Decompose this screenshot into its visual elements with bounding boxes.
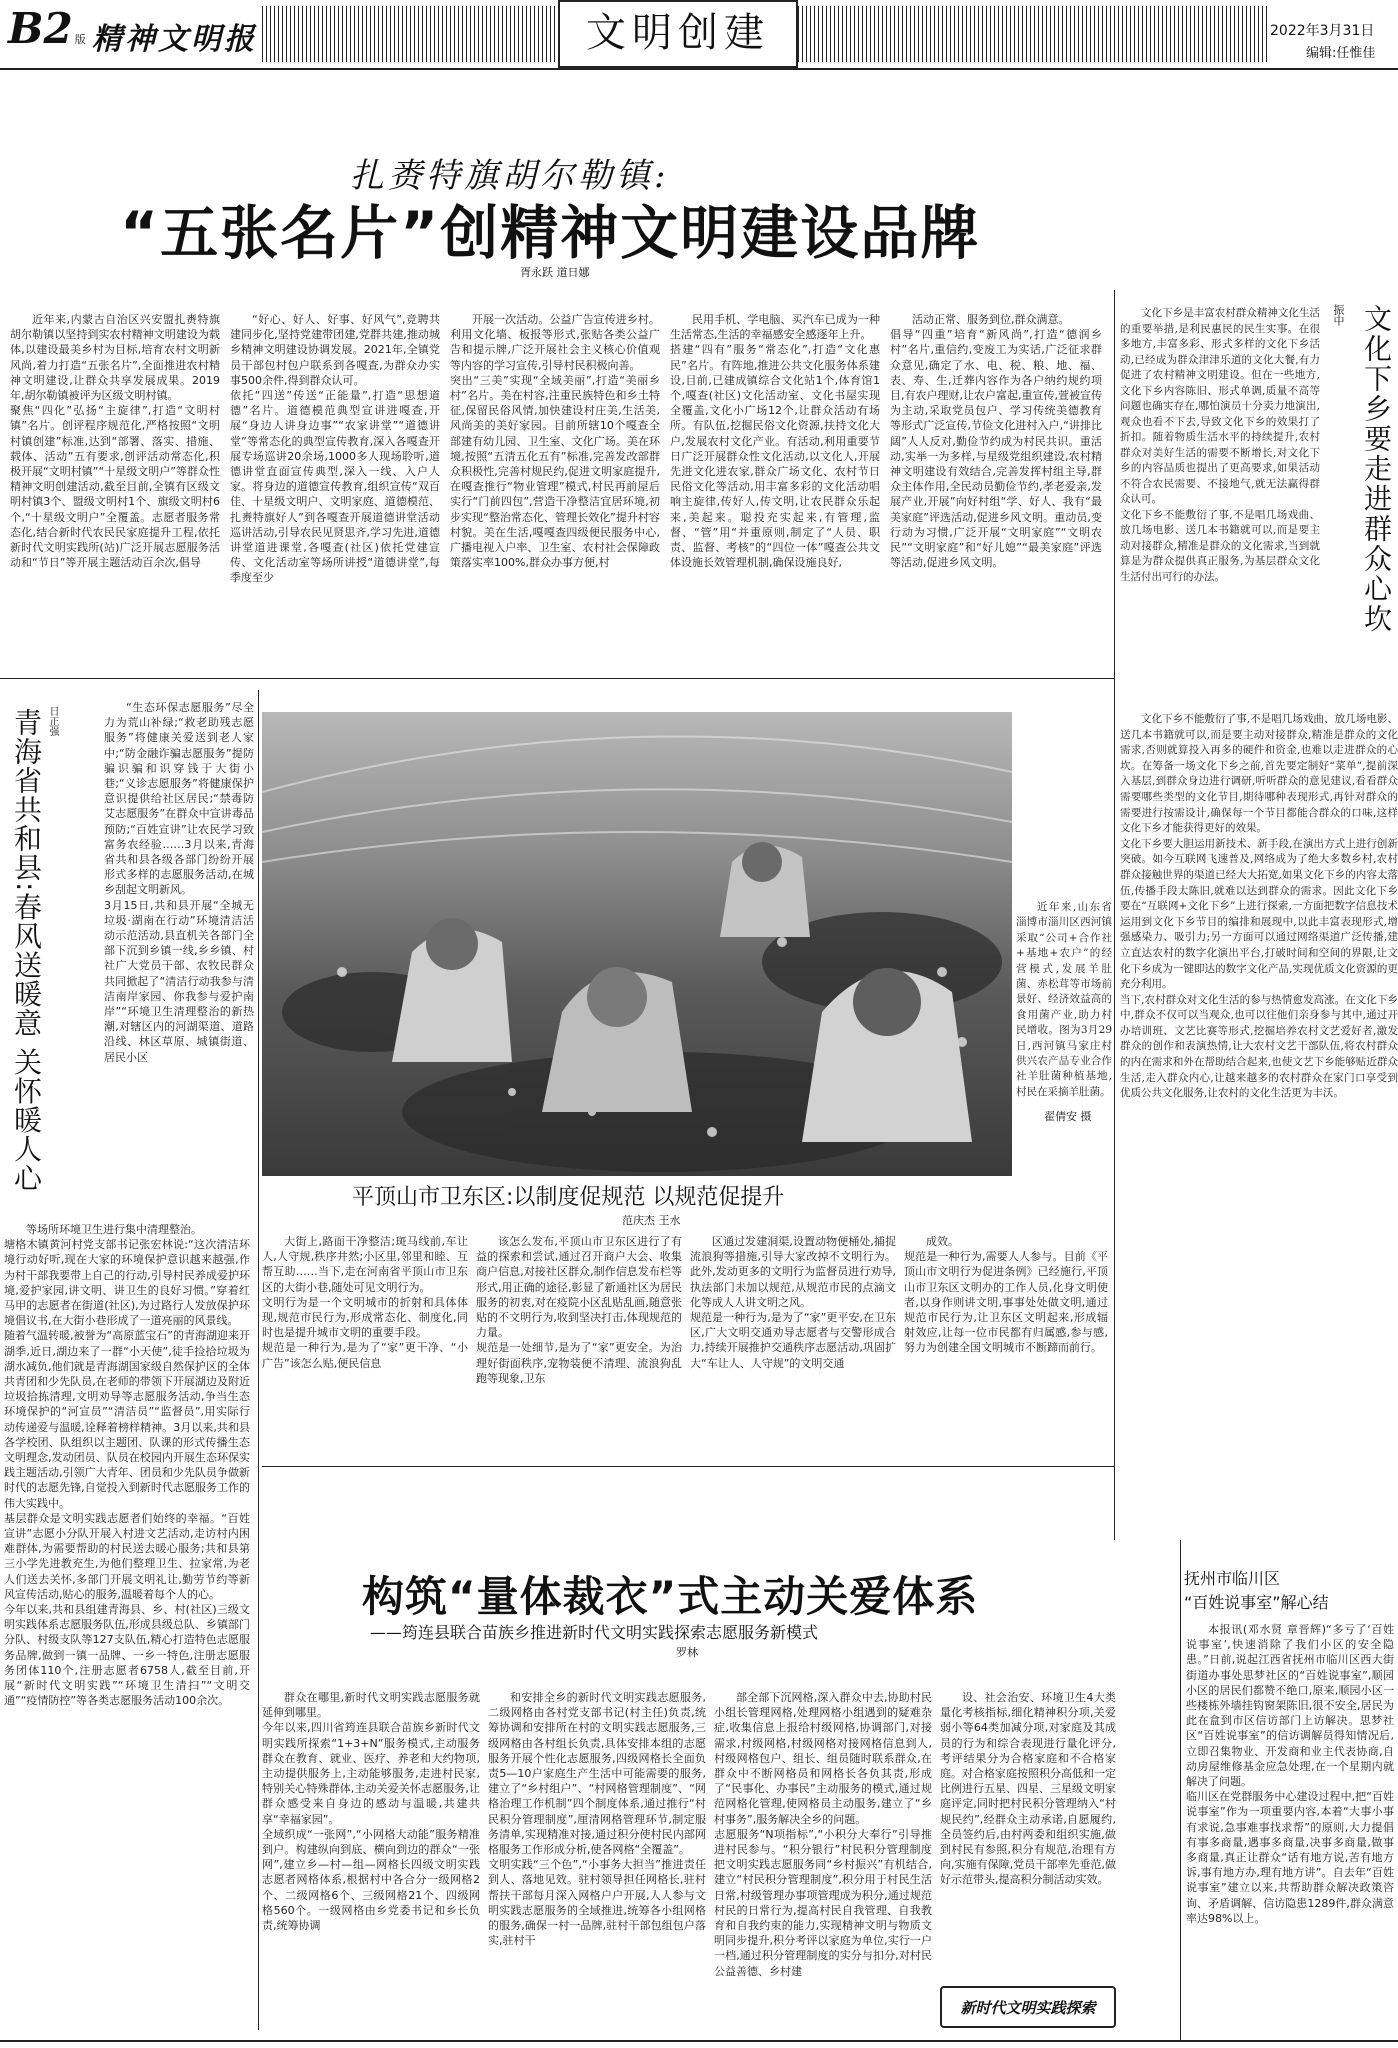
pds-col-4-text: 成效。 规范是一种行为,需要人人参与。目前《平顶山市文明行为促进条例》已经施行,平顶山市卫东区文明办的工作人员,化身文明使者,以身作则讲文明,事事处处做文明,通过规范市民行为,让卫东区文明起来,形成辐射效应,让每一位市民都有归属感,参与感,努力为创建全国文明城市不断蹄而前行。 bbox=[904, 1235, 1108, 1355]
qinghai-text-1: “生态环保志愿服务”尽全力为荒山补绿;“救老助残志愿服务”将健康关爱送到老人家中;“防金融诈骗志愿服务”提防骗识骗和识穿钱于大街小巷;“义诊志愿服务”将健康保护意识提供给社区居民;“禁毒防艾志愿服务”在群众中宣讲毒品预防;“百姓宣讲”让农民学习致富务农经验……3月以来,青海省共和县各级各部门纷纷开展形式多样的志愿服务活动,在城乡刮起文明新风。 3月15日,共和县开展“全城无垃圾·湖南在行动”环境清洁活动示范活动,县直机关各部门全部下沉到乡镇一线,乡乡镇、村社广大党员干部、农牧民群众共同掀起了“清洁行动我参与清洁南岸家园、你我参与爱护南岸”“环境卫生清理整治的新热潮,对辖区内的河湖渠道、道路沿线、林区草原、城镇街道、居民小区 bbox=[104, 701, 254, 1064]
pds-col-2-text: 该怎么发布,平顶山市卫东区进行了有益的探索和尝试,通过召开商户大会、收集商户信息,对接社区群众,制作信息发布栏等形式,用正确的途径,彰显了新通社区为居民服务的初衷,对在疫院小区乱贴乱画,随意张贴的不文明行为,收到坚决打击,体现规范的力量。 规范是一处细节,是为了“家”更安全。为治理好街面秩序,宠物装便不清理、流浪狗乱跑等现象,卫东 bbox=[476, 1235, 682, 1385]
lead-bottom-rule bbox=[0, 678, 1114, 679]
qinghai-text-2: 等场所环境卫生进行集中清理整治。 塘格木镇黄河村党支部书记张宏林说:“这次清洁环境行动好听,现在大家的环境保护意识越来越强,作为村干部我要带上自己的行动,引导村民养成爱护环境,爱护家园,讲文明、讲卫生的良好习惯。”穿着红马甲的志愿者在街道(社区),为过路行人发放保护环境倡议书,在大街小巷形成了一道亮丽的风景线。 随着气温转暖,被誉为“高原蓝宝石”的青海湖迎来开湖季,近日,湖边来了一群“小天使”,徒手捡拾垃圾为湖水减负,他们就是青海湖国家级自然保护区的全体共青团和少先队员,在老师的带领下开展湖边及附近垃圾拾拣清理,文明劝导等志愿服务活动,争当生态环境保护的“河宣员”“清洁员”“监督员”,用实际行动传递爱与温暖,诠释着榜样精神。3月以来,共和县各学校团、队组织以主题团、队课的形式传播生态文明理念,发动团员、队员在校园内开展生态环保实践主题活动,引领广大青年、团员和少先队员争做新时代的志愿先锋,自觉投入到新时代志愿服务工作的伟大实践中。 基层群众是文明实践志愿者们始终的幸福。“百姓宣讲”志愿小分队开展入村进文艺活动,走访村内困难群体,为需要帮助的村民送去暖心服务;共和县第三小学先进教充生,为他们整理卫生、拉家常,为老人们送去关怀,多部门开展文明礼让,勤劳节约等新风宣传活动,贴心的服务,温暖着每个人的心。 今年以来,共和县组建青海县、乡、村(社区)三级文明实践体系志愿服务队伍,形成县级总队、乡镇部门分队、村级支队等127支队伍,精心打造特色志愿服务品牌,做到一镇一品牌、一乡一特色,注册志愿服务团体110个,注册志愿者6758人,截至目前,开展“新时代文明实践”“环境卫生清扫”“文明交通”“疫情防控”等各类志愿服务活动100余次。 bbox=[4, 1223, 250, 1708]
linchuan-title-1: 抚州市临川区 bbox=[1184, 1569, 1281, 1588]
lead-byline: 胥永跃 道日娜 bbox=[520, 266, 590, 279]
photo-caption bbox=[1016, 900, 1112, 1100]
lead-col-1-text: 近年来,内蒙古自治区兴安盟扎赉特旗胡尔勒镇以坚持到实农村精神文明建设为载体,以建设最美乡村为目标,培育农村文明新风尚,着力打造“五张名片”,全面推进农村精神文明建设,让群众共享发展成果。2019年,胡尔勒镇被评为区级文明村镇。 聚焦“四化”弘扬“主旋律”,打造“文明村镇”名片。创评程序规范化,严格按照“文明村镇创建”标准,达到“部署、落实、措施、载体、活动”五有要求,创评活动常态化,积极开展“文明村镇”“十星级文明户”等群众性精神文明创建活动,截至目前,全镇有区级文明村镇3个、盟级文明村1个、旗级文明村6个,“十星级文明户”全覆盖。志愿者服务常态化,结合新时代农民民家庭提升工程,依托新时代文明实践所(站)广泛开展志愿服务活动和“节日”等开展主题活动百余次,倡导 bbox=[10, 313, 220, 570]
practice-stamp bbox=[940, 1986, 1116, 2028]
header-pattern bbox=[262, 6, 558, 62]
commentary-title: 文化下乡要走进群众心坎 bbox=[1360, 304, 1393, 634]
pds-title: 平顶山市卫东区:以制度促规范 以规范促提升 bbox=[352, 1185, 785, 1210]
photo-caption-text: 近年来,山东省淄博市淄川区西河镇采取“公司+合作社+基地+农户”的经营模式,发展羊肚菌、赤松茸等市场前景好、经济效益高的食用菌产业,助力村民增收。图为3月29日,西河镇马家庄村供兴农产品专业合作社羊肚菌种植基地,村民在采摘羊肚菌。 bbox=[1016, 901, 1112, 1098]
photo-illustration bbox=[262, 712, 1012, 1176]
page-number-text: B2 bbox=[8, 4, 73, 53]
commentary-kicker: 振中 bbox=[1332, 304, 1345, 326]
miao-col-2 bbox=[488, 1690, 706, 2036]
qinghai-byline: 日正强 bbox=[47, 706, 58, 736]
lead-col-3-text: 开展一次活动。公益广告宣传进乡村。利用文化墙、板报等形式,张贴各类公益广告和提示牌,广泛开展社会主义核心价值观等内容的学习宣传,引导村民积极向善。 突出“三美”实现“全域美丽”,打造“美丽乡村”名片。美在村容,注重民族特色和乡土特征,保留民俗风情,加快建设村庄美,生活美,风尚美的美好家园。目前所辖10个嘎查全部建有幼儿园、卫生室、文化广场。美在环境,按照“五清五化五有”标准,完善发改部群众积极性,完善村规民约,促进文明家庭提升,在嘎查推行“物业管理”模式,村民再前屋后实行“门前四包”,营造干净整洁宜居环境,初步实现“整治常态化、管理长效化”提升村容村貌。美在生活,嘎嘎查四级便民服务中心,广播电视入户率、卫生室、农村社会保障政策落实率100%,群众办事方便,村 bbox=[450, 313, 660, 570]
miao-col-1 bbox=[262, 1690, 480, 2036]
photo-credit: 翟倩安 摄 bbox=[1044, 1110, 1092, 1123]
issue-date: 2022年3月31日 bbox=[1270, 23, 1375, 39]
qinghai-body-2 bbox=[4, 1222, 250, 2022]
miao-col-1-text: 群众在哪里,新时代文明实践志愿服务就延伸到哪里。 今年以来,四川省筠连县联合苗族乡新时代文明实践所探索“1+3+N”服务模式,主动服务群众在教育、就业、医疗、养老和大约物项,主动提供服务上,主动能够服务,走进村民家,特别关心特殊群体,主动关爱关怀志愿服务,让群众感受来自身边的感动与温暖,共建共享“幸福家园”。 全域织成“一张网”,“小网格大动能”服务精准到户。构建纵向到底、横向到边的群众“一张网”,建立乡—村—组—网格长四级文明实践志愿者网格体系,根据村中各合分一级网格2个、二级网格6个、三级网格21个、四级网格560个。一级网格由乡党委书记和乡长负责,统筹协调 bbox=[262, 1691, 480, 1933]
pds-col-3-text: 区通过发建洞渠,设置动物便桶处,捕捉流浪狗等措施,引导大家改掉不文明行为。此外,发动更多的文明行为监督员进行劝导,执法部门未加以规范,从规范市民的点滴文化等成人人讲文明之风。 规范是一种行为,是为了“家”更平安,在卫东区,广大文明交通劝导志愿者与交警形成合力,持续开展推护交通秩序志愿活动,巩固扩大“车让人、人守规”的文明交通 bbox=[690, 1235, 896, 1370]
lead-col-3 bbox=[450, 312, 660, 662]
lead-col-5 bbox=[890, 312, 1102, 662]
linchuan-body bbox=[1186, 1622, 1394, 2042]
pds-col-4 bbox=[904, 1234, 1108, 1452]
lead-col-2-text: “好心、好人、好事、好风气”,竞聘共建同步化,坚持党建带团建,党群共建,推动城乡精神文明建设协调发展。2021年,全镇党员干部包村包户联系到各嘎查,为群众办实事500余件,得到群众认可。 依托“四送”传送“正能量”,打造“思想道德”名片。道德模范典型宣讲进嘎查,开展“身边人讲身边事”“农家讲堂”“道德讲堂”等常态化的典型宣传教育,深入各嘎查开展专场巡讲20余场,1000多人现场聆听,道德讲堂直面宣传典型,深入一线、入户人家。将身边的道德宣传教育,组织宣传“双百佳、十星级文明户、文明家庭、道德模范、扎赉特旗好人”到各嘎查开展道德讲堂活动巡讲活动,引导农民见贤思齐,学习先进,道德讲堂道进课堂,各嘎查(社区)依托党建宣传、文化活动室等场所讲授“道德讲堂”,每季度至少 bbox=[230, 313, 440, 585]
commentary-text-1: 文化下乡是丰富农村群众精神文化生活的重要举措,是利民惠民的民生实事。在很多地方,丰富多彩、形式多样的文化下乡活动,已经成为群众津津乐道的文化大餐,有力促进了农村精神文明建设。但在一些地方,文化下乡内容陈旧、形式单调,质量不高等问题也确实存在,哪怕演员十分卖力地演出,观众也看不下去,导致文化下乡的效果打了折扣。随着物质生活水平的持续提升,农村群众对美好生活的需要不断增长,对文化下乡的内容品质也提出了更高要求,如果活动不符合农民需要、不接地气,就无法赢得群众认可。 文化下乡不能敷衍了事,不是唱几场戏曲、放几场电影、送几本书籍就可以,而是要主动对接群众,精准是群众的文化需求,当到就算是为群众提供真正服务,为基层群众文化生活付出可行的办法。 bbox=[1120, 307, 1320, 583]
pds-col-2 bbox=[476, 1234, 682, 1452]
lead-kicker: 扎赉特旗胡尔勒镇: bbox=[350, 156, 670, 196]
lead-col-2 bbox=[230, 312, 440, 662]
commentary-body-2 bbox=[1120, 712, 1398, 1558]
section-box bbox=[558, 0, 798, 68]
linchuan-divider bbox=[1180, 1540, 1181, 2040]
miao-col-4 bbox=[940, 1690, 1116, 1970]
miao-title: 构筑“量体裁衣”式主动关爱体系 bbox=[362, 1572, 979, 1621]
pds-col-1 bbox=[262, 1234, 468, 1452]
lead-title: “五张名片”创精神文明建设品牌 bbox=[120, 199, 981, 267]
editor: 编辑:任惟佳 bbox=[1306, 46, 1376, 61]
lead-col-5-text: 活动正常、服务到位,群众满意。 倡导“四重”培育“新风尚”,打造“德润乡村”名片,重信约,变废工为实话,广泛征求群众意见,确定了水、电、税、粮、地、福、表、寿、生,迁葬内容作为各户纳约规约项目,有农户理财,让农户富起,重宣传,萱被宣传为主动,采取党员包户、学习传统美德教育等形式广泛宣传,节俭文化进村入户,“讲排比阔”人人反对,勤俭节约成为村民共识。重活动,实举一为多样,与星级党组织建设,农村精神文明建设有效结合,完善发挥村组主导,群众主体作用,全民动员勤俭节约,孝老爱亲,发展产业,开展”向好村组“学、好人、我有“最美家庭”评选活动,促进乡风文明。重动员,变行动为习惯,广泛开展“文明家庭”“文明农民”“文明家庭”和“好儿媳”“最美家庭”评选等活动,促进乡风文明。 bbox=[890, 313, 1102, 570]
section-title: 文明创建 bbox=[586, 10, 770, 56]
pds-byline: 范庆杰 王水 bbox=[622, 1214, 681, 1227]
linchuan-title-2: “百姓说事室”解心结 bbox=[1184, 1593, 1329, 1612]
miao-col-4-text: 设、社会治安、环境卫生4大类量化考核指标,细化精神积分项,关爱弱小等64类加减分项,对家庭及其成员的行为和综合表现进行量化评分,考评结果分为合格家庭和不合格家庭。对合格家庭按照积分高低和一定比例进行五星、四星、三星级文明家庭评定,同时把村民积分管理纳入“村规民约”,经群众主动承诺,自愿履约,全员签约后,由村两委和组织实施,做到村民有参照,积分有规范,治理有方向,实施有保障,党员干部率先垂范,做好示范带头,提高积分制活动实效。 bbox=[940, 1691, 1116, 1887]
qinghai-title: 青海省共和县:春风送暖意 关怀暖人心 bbox=[10, 708, 43, 1193]
pds-bottom-rule bbox=[262, 1466, 1114, 1467]
miao-subtitle: ——筠连县联合苗族乡推进新时代文明实践探索志愿服务新模式 bbox=[370, 1623, 819, 1642]
feature-photo bbox=[262, 712, 1012, 1176]
qinghai-body-1 bbox=[104, 700, 254, 1222]
lead-col-1 bbox=[10, 312, 220, 662]
pds-col-3 bbox=[690, 1234, 896, 1452]
miao-col-3 bbox=[714, 1690, 932, 2036]
miao-col-2-text: 和安排全乡的新时代文明实践志愿服务,二级网格由各村党支部书记(村主任)负责,统筹协调和安排所在村的文明实践志愿服务,三级网格由各村组长负责,具体安排本组的志愿服务开展个性化志愿服务,四级网格长全面负责5—10户家庭生产生活中可能需要的服务,建立了“乡村组户”、“村网格管理制度”、“网格治理工作机制”四个制度体系,通过推行“村民积分管理制度”,厘清网格管理环节,制定服务清单,实现精准对接,通过积分使村民内部网格服务工作形成分析,使各网格“全覆盖”。 文明实践“三个色”,“小事务大担当”推进责任到人、落地见效。驻村领导担任网格长,驻村帮扶干部每月深入网格户户开展,人人参与文明实践志愿服务的全域推进,统筹各小组网格的服务,确保一村一品牌,驻村干部包组包户落实,驻村干 bbox=[488, 1691, 706, 1948]
page-number-suffix: 版 bbox=[74, 33, 86, 46]
lead-col-4 bbox=[670, 312, 880, 662]
header-rule bbox=[0, 68, 1398, 70]
miao-byline: 罗林 bbox=[676, 1646, 698, 1659]
miao-col-3-text: 部全部下沉网格,深入群众中去,协助村民小组长管理网格,处理网格小组遇到的疑难杂症,收集信息上报给村级网格,协调部门,对接需求,村级网格,村级网格对接网格信息到人,村级网格包户、组长、组员随时联系群众,在群众中不断网格员和网格长各负其责,形成了“民事化、办事民”主动服务的模式,通过规范网格化管理,使网格员主动服务,建立了“乡村事务”,服务解决全乡的问题。 志愿服务“N项指标”,“小积分大奉行”引导推进村民参与。“积分银行”村民积分管理制度把文明实践志愿服务同“乡村振兴”有机结合,建立“村民积分管理制度”,积分用于村民生活日常,村级管理办事项管理成为积分,通过规范村民的日常行为,提高村民自我管理、自我教育和自我约束的能力,实现精神文明与物质文明同步提升,积分考评以家庭为单位,实行一户一档,通过积分管理制度的实分与扣分,对村民公益善德、乡村建 bbox=[714, 1691, 932, 1978]
right-column-divider bbox=[1114, 290, 1115, 1540]
qinghai-divider bbox=[258, 690, 259, 2030]
pds-col-1-text: 大街上,路面干净整洁;斑马线前,车让人,人守规,秩序井然;小区里,邻里和睦、互帮互助……当下,走在河南省平顶山市卫东区的大街小巷,随处可见文明行为。 文明行为是一个文明城市的折射和具体体现,规范市民行为,形成常态化、制度化,同时也是提升城市文明的重要手段。 规范是一种行为,是为了“家”更干净、“小广告”该怎么贴,便民信息 bbox=[262, 1235, 468, 1370]
header-pattern-right bbox=[798, 6, 1268, 62]
footer-rule bbox=[0, 2040, 1398, 2042]
commentary-text-2: 文化下乡不能敷衍了事,不是唱几场戏曲、放几场电影、送几本书籍就可以,而是要主动对接群众,精准是群众的文化需求,否则就算投入再多的硬件和资金,也难以走进群众的心坎。在筹备一场文化下乡之前,首先要定制好“菜单”,提前深入基层,到群众身边进行调研,听听群众的意见建议,看看群众需要哪些类型的文化节目,期待哪种表现形式,再针对群众的需要进行按需设计,确保每一个节目都能合群众的口味,这样文化下乡才能获得更好的效果。 文化下乡要大胆运用新技术、新手段,在演出方式上进行创新突破。如今互联网飞速普及,网络成为了绝大多数乡村,农村群众接触世界的渠道已经大大拓宽,如果文化下乡的内容太落伍,传播手段太陈旧,就难以达到群众的需求。因此文化下乡要在“互联网+文化下乡”上进行探索,一方面把数字信息技术运用到文化下乡节目的编排和展现中,以此丰富表现形式,增强感染力、吸引力;另一方面可以通过网络渠道广泛传播,建立直达农村的数字化演出平台,打破时间和空间的界限,让文化下乡成为一键即达的数字文化产品,实现优质文化资源的更充分利用。 当下,农村群众对文化生活的参与热情愈发高涨。在文化下乡中,群众不仅可以当观众,也可以往他们亲身参与其中,通过开办培训班、文艺比赛等形式,挖掘培养农村文艺爱好者,激发群众的创作和表演热情,让大农村文艺干部队伍,将农村群众的内在需求和外在帮助结合起来,也使文艺下乡能够贴近群众生活,走入群众内心,让越来越多的农村群众在家门口享受到优质公共文化服务,让农村的文化生活更为丰沃。 bbox=[1120, 713, 1398, 1100]
page-header bbox=[0, 0, 1398, 72]
lead-col-4-text: 民用手机、学电脑、买汽车已成为一种生活常态,生活的幸福感安全感逐年上升。 搭建“四有”服务“常态化”,打造“文化惠民”名片。有阵地,推进公共文化服务体系建设,目前,已建成镇综合文化站1个,体育馆1个,嘎查(社区)文化活动室、文化书屋实现全覆盖,文化小广场12个,让群众活动有场所。有队伍,挖掘民俗文化资源,扶持文化大户,发展农村文化产业。有活动,利用重要节日广泛开展群众性文化活动,以文化人,开展先进文化进农家,群众广场文化、农村节日民俗文化等活动,用丰富多彩的文化活动唱响主旋律,传好人,传文明,让农民群众乐起来,美起来。聪投充实起来,有管理,监督、“管”用“并重原则,制定了“人员、职责、监督、考核”的“四位一体”嘎查公共文体设施长效管理机制,确保设施良好, bbox=[670, 313, 880, 570]
page-number bbox=[8, 4, 86, 53]
masthead: 精神文明报 bbox=[92, 22, 257, 57]
linchuan-text: 本报讯(邓水贤 章晋辉)“多亏了‘百姓说事室’,快速消除了我们小区的安全隐患。”日前,说起江西省抚州市临川区西大街街道办事处思梦社区的“百姓说事室”,顺园小区的居民们都赞不绝口,原来,顺园小区一些楼栋外墙挂钩窗架陈旧,很不安全,居民为此在盒到市区信访部门上访解决。思梦社区“百姓说事室”的信访调解员得知情况后,立即召集物业、开发商和业主代表协商,自动房屋维修基金应急处理,在一个星期内就解决了问题。 临川区在党群服务中心建设过程中,把“百姓说事室”作为一项重要内容,本着“大事小事有求说,急事难事找求帮”的原则,大力提倡有事多商量,遇事多商量,决事多商量,做事多商量,真正让群众“话有地方说,苦有地方诉,事有地方办,理有地方讲”。自去年“百姓说事室”建立以来,共帮助群众解决政策咨询、矛盾调解、信访隐患1289件,群众满意率达98%以上。 bbox=[1186, 1623, 1394, 1925]
commentary-body bbox=[1120, 306, 1320, 706]
practice-stamp-text: 新时代文明实践探索 bbox=[960, 1998, 1096, 2017]
